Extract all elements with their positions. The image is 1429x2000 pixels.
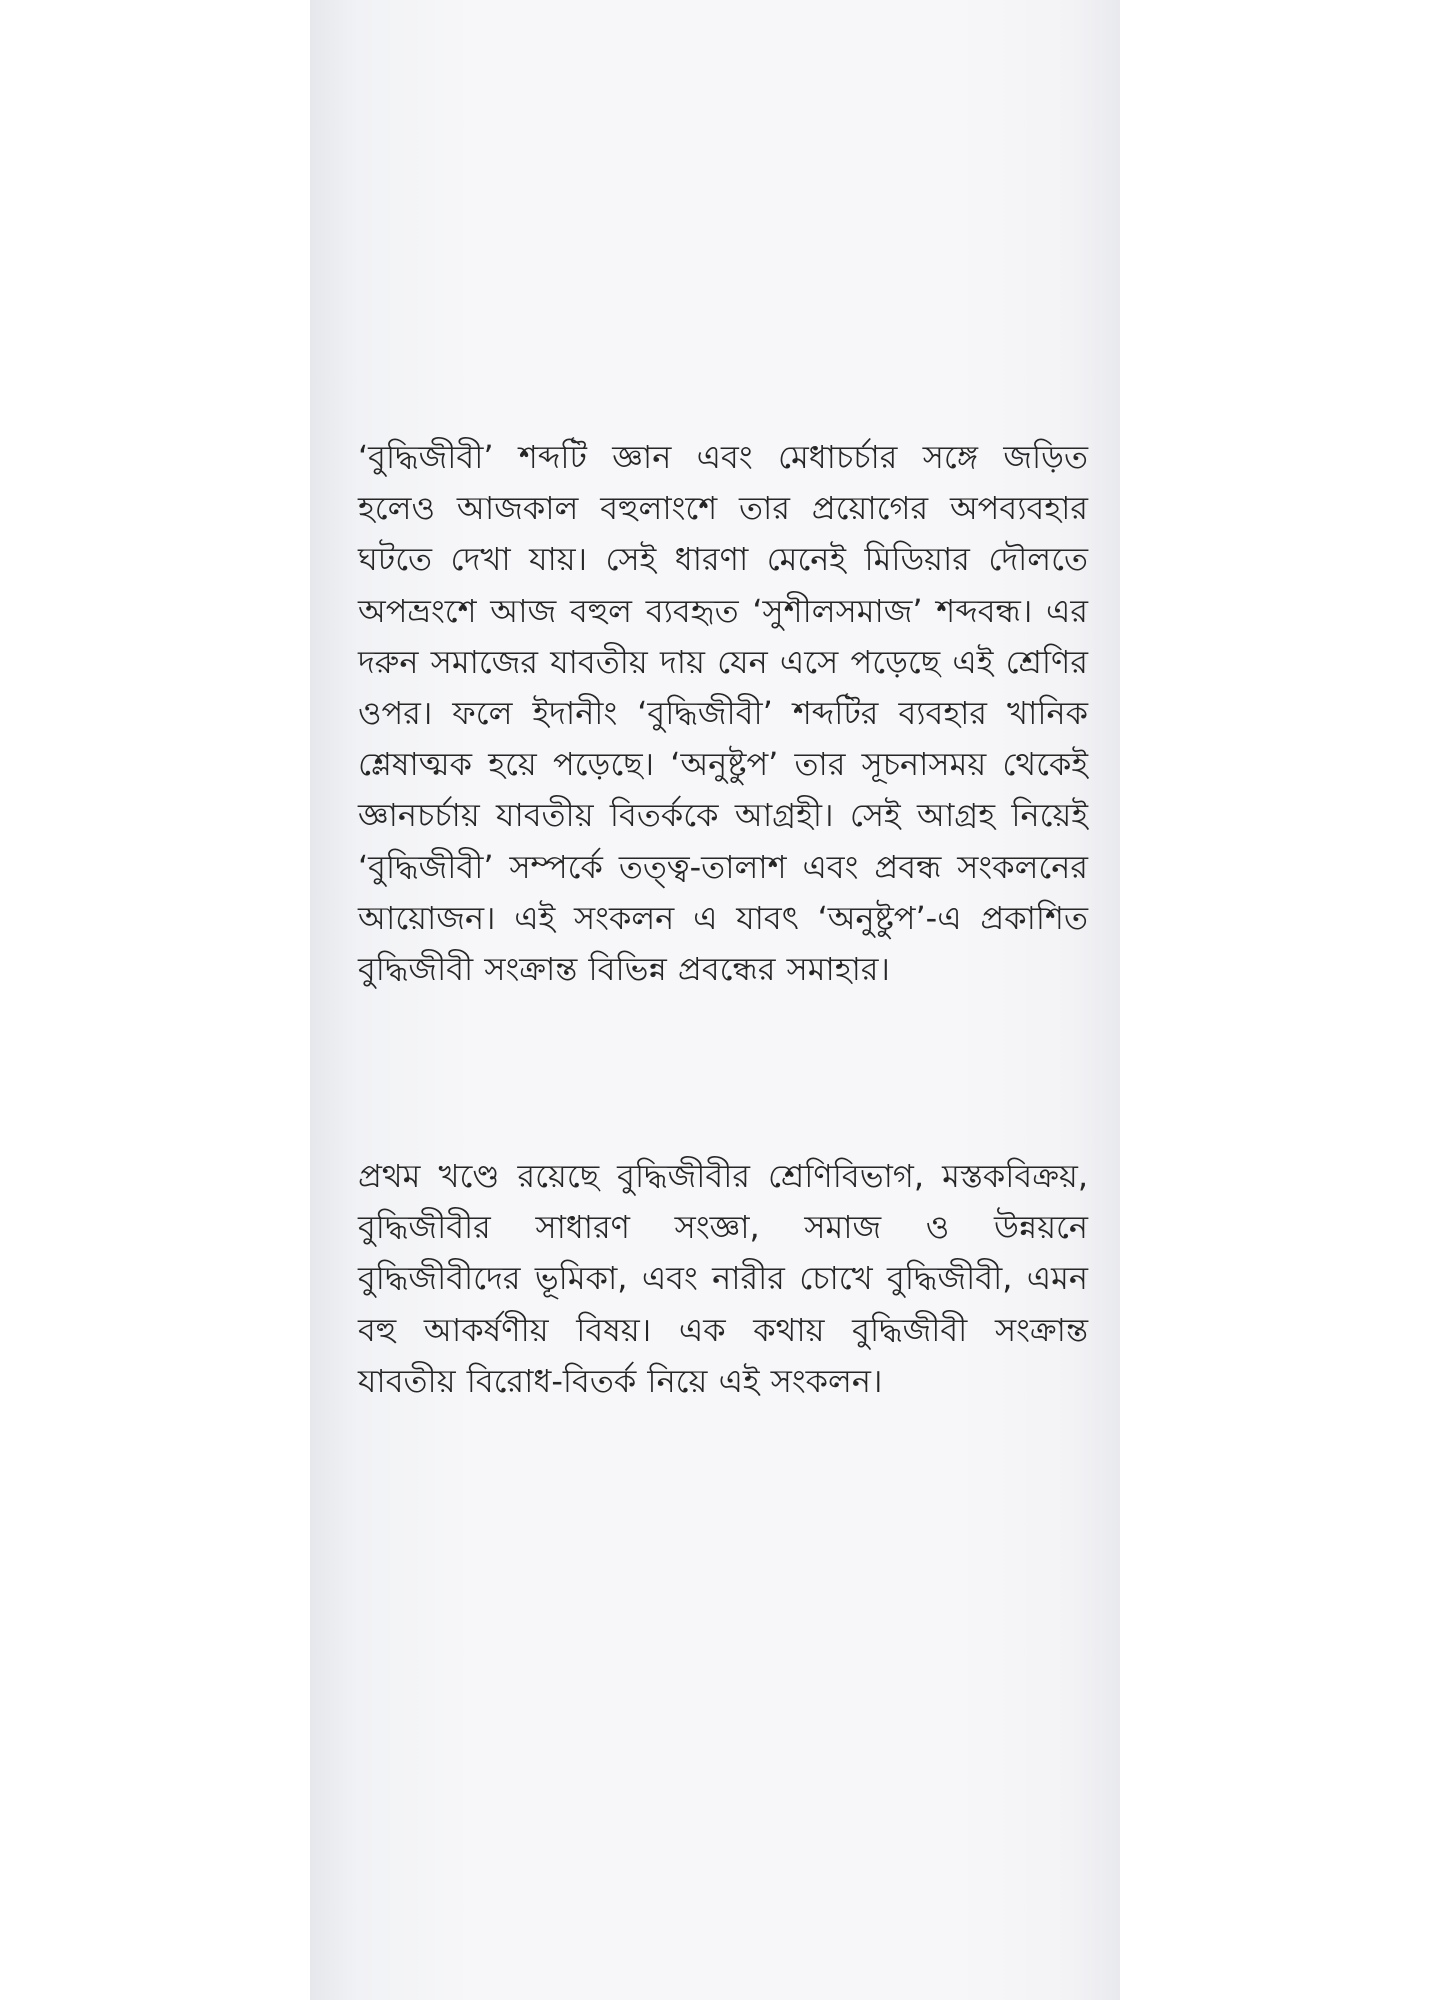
- blurb-paragraph-1: ‘বুদ্ধিজীবী’ শব্দটি জ্ঞান এবং মেধাচর্চার সঙ্গে জড়িত হলেও আজকাল বহুলাংশে তার প্রয়োগের অপব্যবহার ঘটতে দেখা যায়। সেই ধারণা মেনেই মিডিয়ার দৌলতে অপভ্রংশে আজ বহুল ব্যবহৃত ‘সুশীলসমাজ’ শব্দবন্ধ। এর দরুন সমাজের যাবতীয় দায় যেন এসে পড়েছে এই শ্রেণির ওপর। ফলে ইদানীং ‘বুদ্ধিজীবী’ শব্দটির ব্যবহার খানিক শ্লেষাত্মক হয়ে পড়েছে। ‘অনুষ্টুপ’ তার সূচনাসময় থেকেই জ্ঞানচর্চায় যাবতীয় বিতর্ককে আগ্রহী। সেই আগ্রহ নিয়েই ‘বুদ্ধিজীবী’ সম্পর্কে তত্ত্ব-তালাশ এবং প্রবন্ধ সংকলনের আয়োজন। এই সংকলন এ যাবৎ ‘অনুষ্টুপ’-এ প্রকাশিত বুদ্ধিজীবী সংক্রান্ত বিভিন্ন প্রবন্ধের সমাহার।: [358, 438, 1088, 989]
- blurb-paragraph-2: প্রথম খণ্ডে রয়েছে বুদ্ধিজীবীর শ্রেণিবিভাগ, মস্তকবিক্রয়, বুদ্ধিজীবীর সাধারণ সংজ্ঞা, সমাজ ও উন্নয়নে বুদ্ধিজীবীদের ভূমিকা, এবং নারীর চোখে বুদ্ধিজীবী, এমন বহু আকর্ষণীয় বিষয়। এক কথায় বুদ্ধিজীবী সংক্রান্ত যাবতীয় বিরোধ-বিতর্ক নিয়ে এই সংকলন।: [358, 1157, 1088, 1400]
- book-flap-page: [310, 0, 1120, 2000]
